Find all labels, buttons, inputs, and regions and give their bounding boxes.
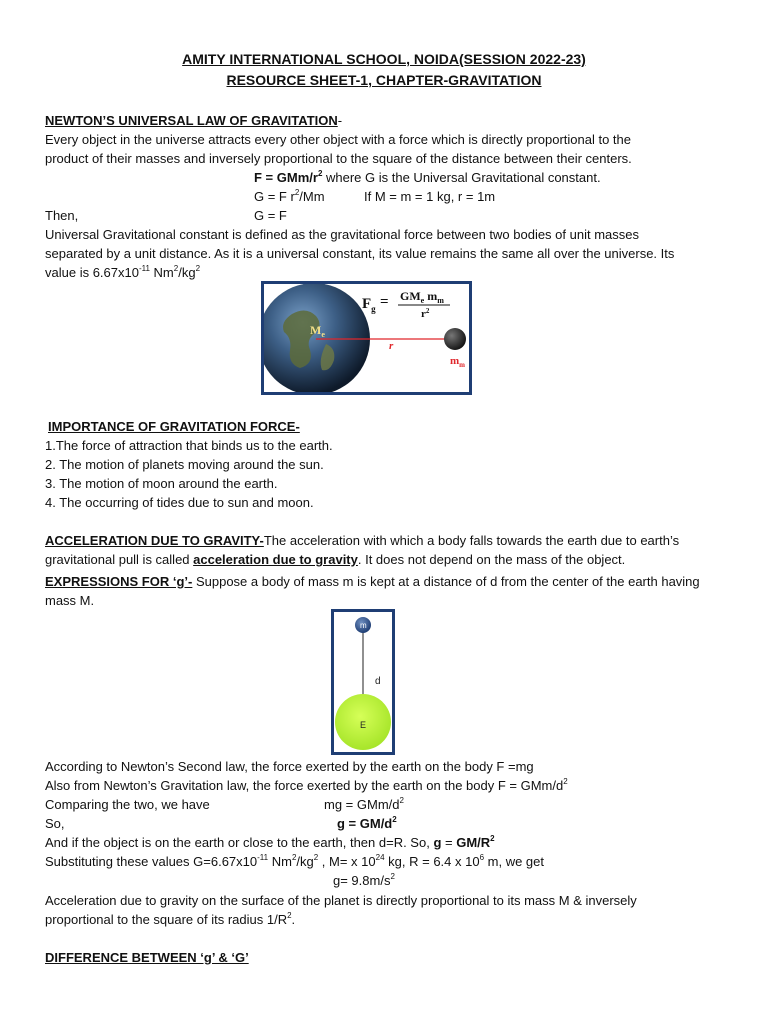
expressions-line-1: EXPRESSIONS FOR ‘g’- Suppose a body of mass m is kept at a distance of d from the center of the earth having — [45, 574, 700, 589]
difference-heading: DIFFERENCE BETWEEN ‘g’ & ‘G’ — [45, 950, 249, 965]
law-heading: NEWTON’S UNIVERSAL LAW OF GRAVITATION- — [45, 113, 343, 128]
sheet-title: RESOURCE SHEET-1, CHAPTER-GRAVITATION — [226, 72, 542, 88]
earth-label: E — [360, 720, 367, 730]
derivation-result: $g= 9.8m/s^2$ — [333, 872, 395, 888]
definition-line-1: Universal Gravitational constant is defined as the gravitational force between two bodies of unit masses — [45, 227, 639, 242]
acceleration-line-1: ACCELERATION DUE TO GRAVITY-The acceleration with which a body falls towards the earth due to earth’s — [45, 533, 680, 548]
moon-mass-label: $m_m$ — [450, 355, 466, 369]
importance-item: 1.The force of attraction that binds us to the earth. — [45, 438, 333, 453]
body-earth-figure — [331, 609, 395, 755]
then-label: Then, — [45, 208, 79, 223]
derivation-line-8: Acceleration due to gravity on the surface of the planet is directly proportional to its mass M & inversely — [45, 893, 637, 908]
force-formula — [362, 289, 450, 320]
law-condition: If M = m = 1 kg, r = 1m — [364, 189, 496, 204]
law-equation-3: G = F — [254, 208, 287, 223]
svg-text:GMe mm: $GM_e$ $m_m$ — [400, 289, 444, 305]
law-equation-1: F = GMm/$r^2$ where G is the Universal Gravitational constant. — [254, 169, 601, 185]
importance-item: 4. The occurring of tides due to sun and moon. — [45, 495, 314, 510]
acceleration-line-2: gravitational pull is called acceleration due to gravity. It does not depend on the mass of the object. — [45, 552, 626, 567]
svg-text:Fg: $F_g$ — [362, 296, 376, 314]
definition-line-3: value is $6.67x10^{-11}$ $Nm^2/kg^2$ — [45, 264, 201, 280]
body-label: m — [360, 621, 367, 630]
d-label: d — [375, 676, 381, 687]
earth-mass-label: $M_e$ — [310, 323, 325, 339]
derivation-equation-g: $g = GM/d^2$ — [337, 815, 397, 831]
importance-heading: IMPORTANCE OF GRAVITATION FORCE- — [48, 419, 300, 434]
law-equation-2: G = F $r^2/Mm$ — [254, 188, 325, 204]
school-title: AMITY INTERNATIONAL SCHOOL, NOIDA(SESSION 2022-23) — [182, 51, 586, 67]
derivation-equation-mg: mg = GMm/$d^2$ — [324, 796, 404, 812]
derivation-line-6: Substituting these values $G=6.67x10^{-11}$ $Nm^2/kg^2$ , M= x $10^{24}$ kg, R = 6.4 x $10^6$ m, we get — [45, 853, 544, 869]
derivation-line-3: Comparing the two, we have — [45, 797, 210, 812]
moon-icon — [444, 328, 466, 350]
derivation-line-2: Also from Newton’s Gravitation law, the force exerted by the earth on the body F = GMm/$d^2$ — [45, 777, 568, 793]
derivation-line-4: So, — [45, 816, 65, 831]
derivation-line-9: proportional to the square of its radius $1/R^2$. — [45, 911, 296, 927]
importance-item: 2. The motion of planets moving around the sun. — [45, 457, 324, 472]
definition-line-2: separated by a unit distance. As it is a universal constant, its value remains the same all over the universe. Its — [45, 246, 675, 261]
body-earth-diagram — [334, 612, 392, 752]
derivation-line-1: According to Newton’s Second law, the force exerted by the earth on the body F =mg — [45, 759, 534, 774]
svg-text:r2: $r^2$ — [421, 307, 430, 320]
derivation-line-5: And if the object is on the earth or close to the earth, then d=R. So, $g = GM/R^2$ — [45, 834, 495, 850]
earth-moon-diagram — [264, 284, 469, 392]
law-line-1: Every object in the universe attracts every other object with a force which is directly proportional to the — [45, 132, 632, 147]
r-label: r — [389, 340, 394, 352]
law-line-2: product of their masses and inversely proportional to the square of the distance between their centers. — [45, 151, 632, 166]
earth-icon — [264, 284, 370, 392]
earth-moon-figure — [261, 281, 472, 395]
svg-text:=: = — [380, 294, 389, 310]
expressions-line-2: mass M. — [45, 593, 95, 608]
importance-item: 3. The motion of moon around the earth. — [45, 476, 278, 491]
